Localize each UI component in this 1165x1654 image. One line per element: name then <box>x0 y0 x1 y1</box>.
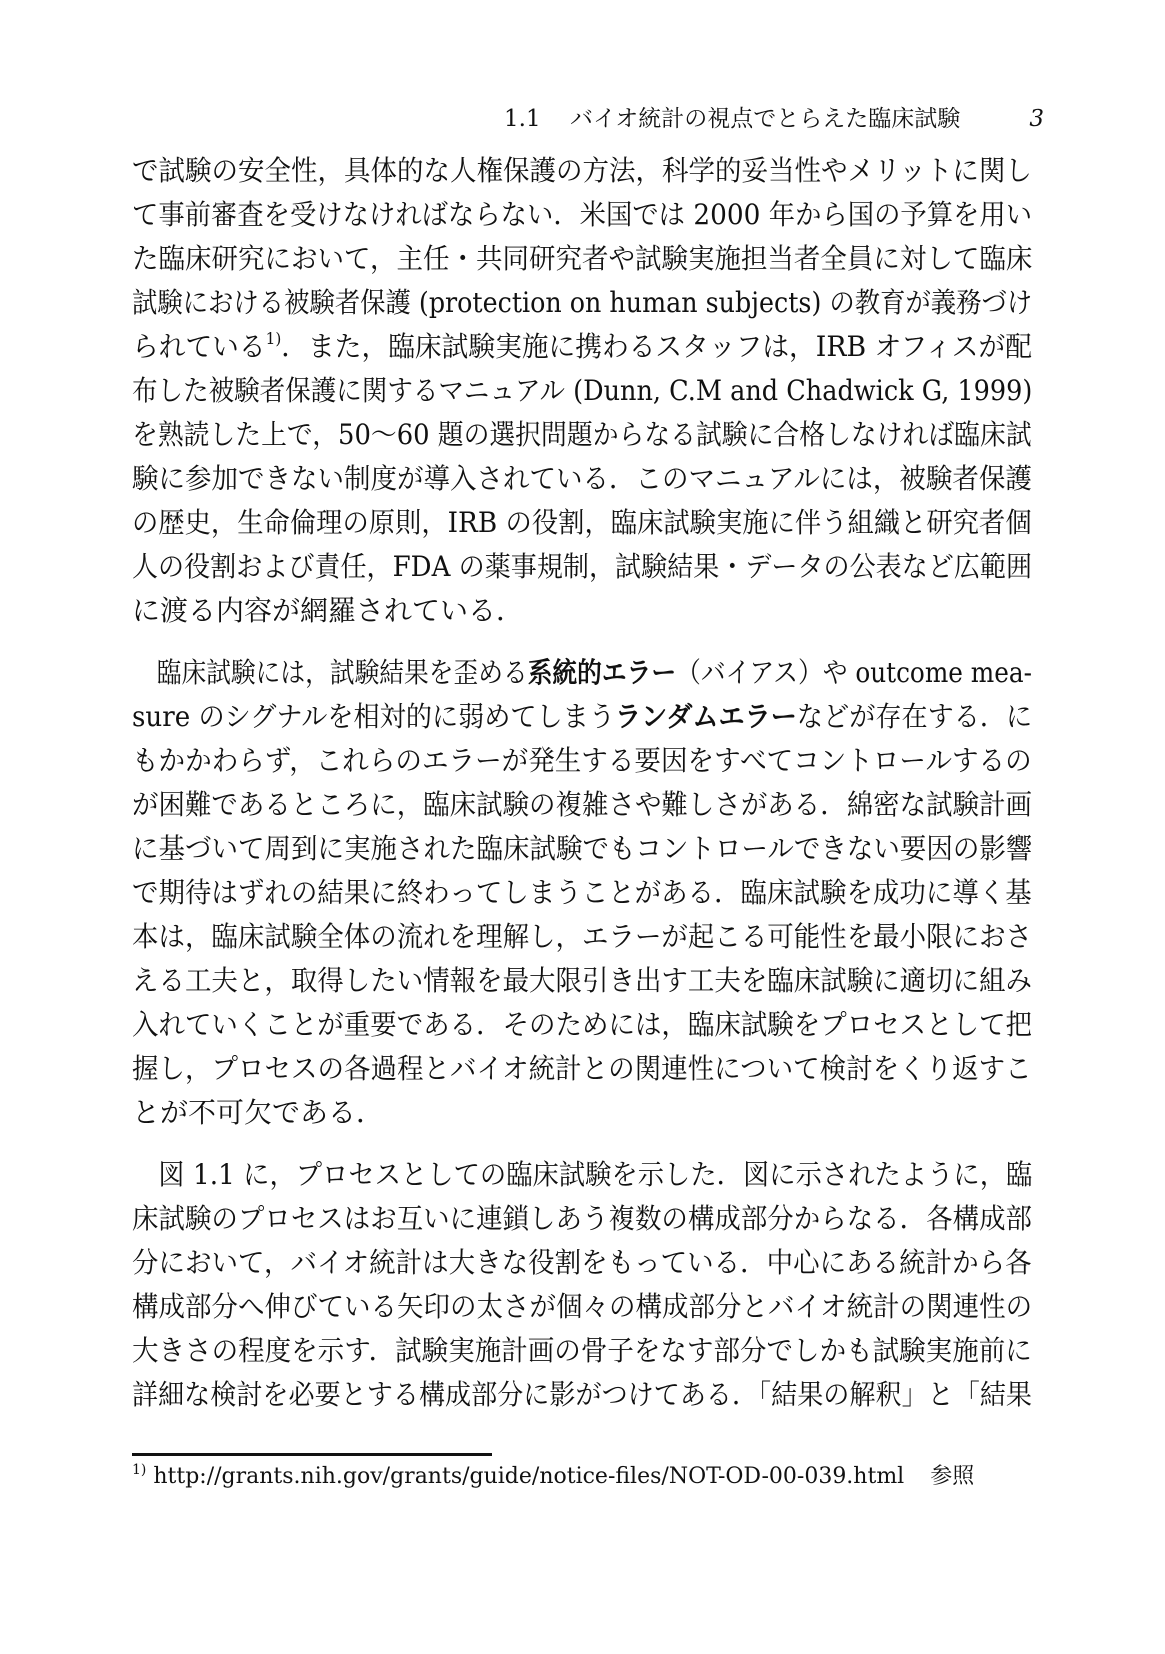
text-line: を熟読した上で，50～60 題の選択問題からなる試験に合格しなければ臨床試 <box>132 418 1032 451</box>
text-segment: （バイアス）や outcome mea- <box>676 656 1032 689</box>
text-line: 験に参加できない制度が導入されている．このマニュアルには，被験者保護 <box>132 462 1032 495</box>
text-segment: などが存在する．に <box>796 700 1033 733</box>
text-line: 詳細な検討を必要とする構成部分に影がつけてある．「結果の解釈」と「結果 <box>132 1378 1033 1411</box>
text-line: 布した被験者保護に関するマニュアル (Dunn, C.M and Chadwick G, 1999) <box>132 374 1033 407</box>
text-segment: 臨床試験には，試験結果を歪める <box>156 656 528 689</box>
section-number: 1.1 <box>504 106 541 132</box>
text-line: もかかわらず，これらのエラーが発生する要因をすべてコントロールするの <box>132 744 1032 777</box>
text-line: に基づいて周到に実施された臨床試験でもコントロールできない要因の影響 <box>132 832 1033 865</box>
text-line: 入れていくことが重要である．そのためには，臨床試験をプロセスとして把 <box>132 1008 1033 1041</box>
section-title: バイオ統計の視点でとらえた臨床試験 <box>570 106 961 132</box>
text-line: とが不可欠である． <box>132 1096 385 1129</box>
text-line: で期待はずれの結果に終わってしまうことがある．臨床試験を成功に導く基 <box>132 876 1032 909</box>
term-systematic-error: 系統的エラー <box>527 656 677 689</box>
footnote-rule <box>132 1453 492 1456</box>
text-segment: ．また，臨床試験実施に携わるスタッフは，IRB オフィスが配 <box>281 330 1032 363</box>
text-line: 分において，バイオ統計は大きな役割をもっている．中心にある統計から各 <box>132 1246 1032 1279</box>
text-segment: られている <box>132 330 266 363</box>
text-line <box>132 328 1032 372</box>
text-line: が困難であるところに，臨床試験の複雑さや難しさがある．綿密な試験計画 <box>132 788 1033 821</box>
text-line: た臨床研究において，主任・共同研究者や試験実施担当者全員に対して臨床 <box>132 242 1033 275</box>
text-line <box>132 698 1032 742</box>
footnote-reference-note: 参照 <box>930 1464 975 1489</box>
text-line: 図 1.1 に，プロセスとしての臨床試験を示した．図に示されたように，臨 <box>158 1158 1033 1191</box>
footnote-url: http://grants.nih.gov/grants/guide/notice-files/NOT-OD-00-039.html <box>153 1464 905 1489</box>
text-line: 試験における被験者保護 (protection on human subjects) の教育が義務づけ <box>132 286 1033 319</box>
text-segment: sure のシグナルを相対的に弱めてしまう <box>132 700 615 733</box>
text-line <box>132 654 1032 698</box>
text-line: の歴史，生命倫理の原則，IRB の役割，臨床試験実施に伴う組織と研究者個 <box>132 506 1032 539</box>
footnote <box>132 1459 974 1495</box>
text-line: 本は，臨床試験全体の流れを理解し，エラーが起こる可能性を最小限におさ <box>132 920 1033 953</box>
page-number: 3 <box>1029 106 1044 132</box>
text-line: 大きさの程度を示す．試験実施計画の骨子をなす部分でしかも試験実施前に <box>132 1334 1032 1367</box>
text-line: 人の役割および責任，FDA の薬事規制，試験結果・データの公表など広範囲 <box>132 550 1033 583</box>
text-line: 構成部分へ伸びている矢印の太さが個々の構成部分とバイオ統計の関連性の <box>132 1290 1033 1323</box>
text-line: 握し，プロセスの各過程とバイオ統計との関連性について検討をくり返すこ <box>132 1052 1032 1085</box>
text-line: える工夫と，取得したい情報を最大限引き出す工夫を臨床試験に適切に組み <box>132 964 1033 997</box>
term-random-error: ランダムエラー <box>614 700 797 733</box>
footnote-number: 1) <box>132 1462 147 1478</box>
running-header <box>504 101 1044 137</box>
text-line: 床試験のプロセスはお互いに連鎖しあう複数の構成部分からなる．各構成部 <box>132 1202 1033 1235</box>
text-line: に渡る内容が網羅されている． <box>132 594 525 627</box>
text-line: で試験の安全性，具体的な人権保護の方法，科学的妥当性やメリットに関し <box>132 154 1032 187</box>
text-line: て事前審査を受けなければならない．米国では 2000 年から国の予算を用い <box>132 198 1033 231</box>
footnote-marker: 1) <box>265 329 282 348</box>
